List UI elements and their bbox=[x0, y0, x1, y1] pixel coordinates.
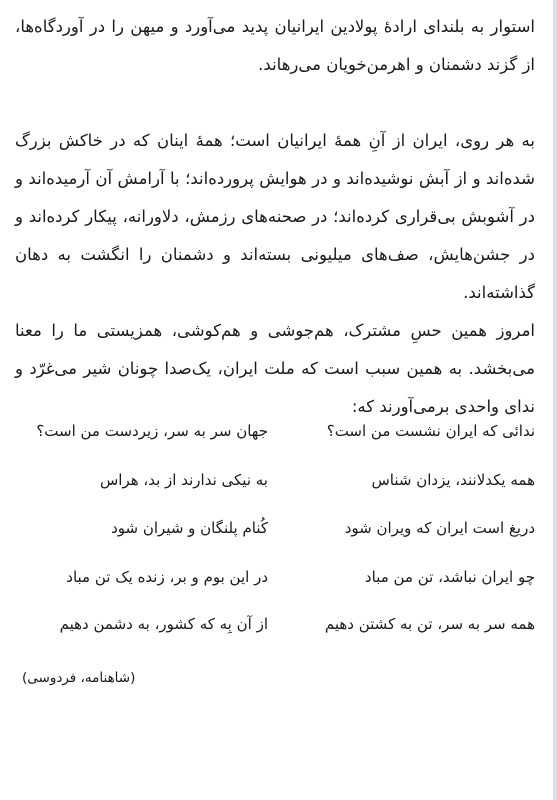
paragraph-3: امروز همین حسِ مشترک، هم‌جوشی و هم‌کوشی، همزیستی ما را معنا می‌بخشد. به همین سبب است که ملت ایران، یک‌صدا چونان شیر می‌غرّد و ندای واحدی برمی‌آورند که: bbox=[15, 321, 535, 416]
verse-hemistich-left: کُنام پلنگان و شیران شود bbox=[111, 519, 268, 537]
verse-hemistich-right: دریغ است ایران که ویران شود bbox=[344, 519, 535, 537]
poem-source-citation: (شاهنامه، فردوسی) bbox=[22, 670, 136, 686]
verse-hemistich-left: به نیکی ندارند از بد، هراس bbox=[99, 471, 268, 489]
verse-hemistich-left: جهان سر به سر، زیردست من است؟ bbox=[36, 422, 268, 440]
paragraph-1: استوار به بلندای ارادهٔ پولادین ایرانیان پدید می‌آورد و میهن را در آوردگاه‌ها، از گزند دشمنان و اهرمن‌خویان می‌رهاند. bbox=[15, 17, 535, 74]
verse-hemistich-left: از آن بِه که کشور، به دشمن دهیم bbox=[59, 615, 268, 633]
verse-hemistich-right: همه یکدلانند، یزدان شناس bbox=[371, 471, 535, 489]
verse-hemistich-right: چو ایران نباشد، تن من مباد bbox=[364, 568, 535, 586]
paragraph-2: به هر روی، ایران از آنِ همهٔ ایرانیان است؛ همهٔ اینان که در خاکش بزرگ شده‌اند و از آبش نوشیده‌اند و در هوایش پرورده‌اند؛ با آرامش آن آرمیده‌اند و در آشوبش بی‌قراری کرده‌اند؛ در صحنه‌های رزمش، دلاورانه، پیکار کرده‌اند و در جشن‌هایش، صف‌های میلیونی بسته‌اند و دشمنان را انگشت به دهان گذاشته‌اند. bbox=[15, 131, 535, 302]
verse-hemistich-right: همه سر به سر، تن به کشتن دهیم bbox=[324, 615, 535, 633]
verse-hemistich-left: در این بوم و بر، زنده یک تن مباد bbox=[66, 568, 268, 586]
verse-hemistich-right: ندائی که ایران نشست من است؟ bbox=[326, 422, 535, 440]
